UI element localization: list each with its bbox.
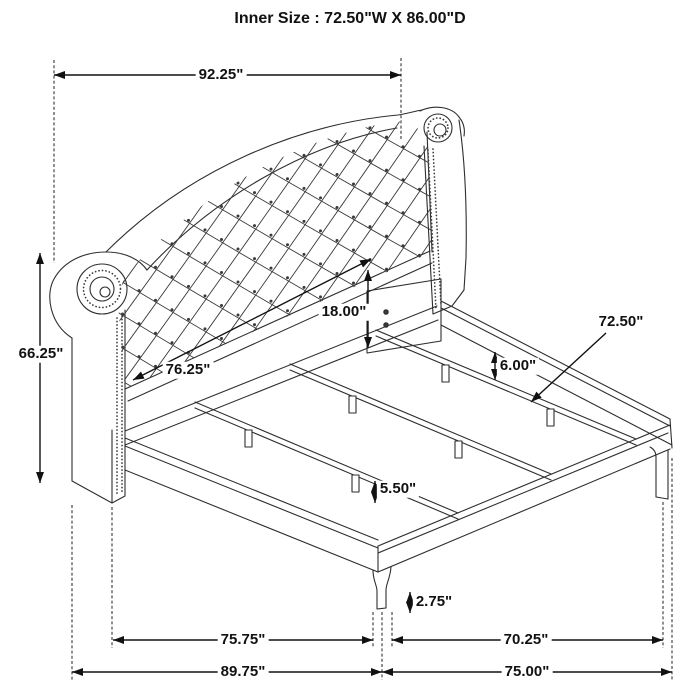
dim-overall-width-label: 92.25" [196,67,247,84]
headboard-group [50,107,466,503]
dim-headboard-width-label: 76.25" [163,362,214,379]
dim-leg-height-label: 2.75" [413,594,455,611]
dim-front-width-label: 75.00" [502,664,553,681]
dim-overall-height-label: 66.25" [16,346,67,363]
dim-inner-width-label: 72.50" [596,314,647,331]
bed-frame-group [125,279,672,609]
dim-footboard-width-label: 70.25" [501,632,552,649]
inner-size-title: Inner Size : 72.50"W X 86.00"D [228,10,471,28]
dim-rail-height-label: 6.00" [497,358,539,375]
dim-overall-depth-label: 89.75" [218,664,269,681]
dim-side-rail-length-label: 75.75" [218,632,269,649]
dim-slat-height-label: 5.50" [377,481,419,498]
dim-panel-height-label: 18.00" [319,304,370,321]
